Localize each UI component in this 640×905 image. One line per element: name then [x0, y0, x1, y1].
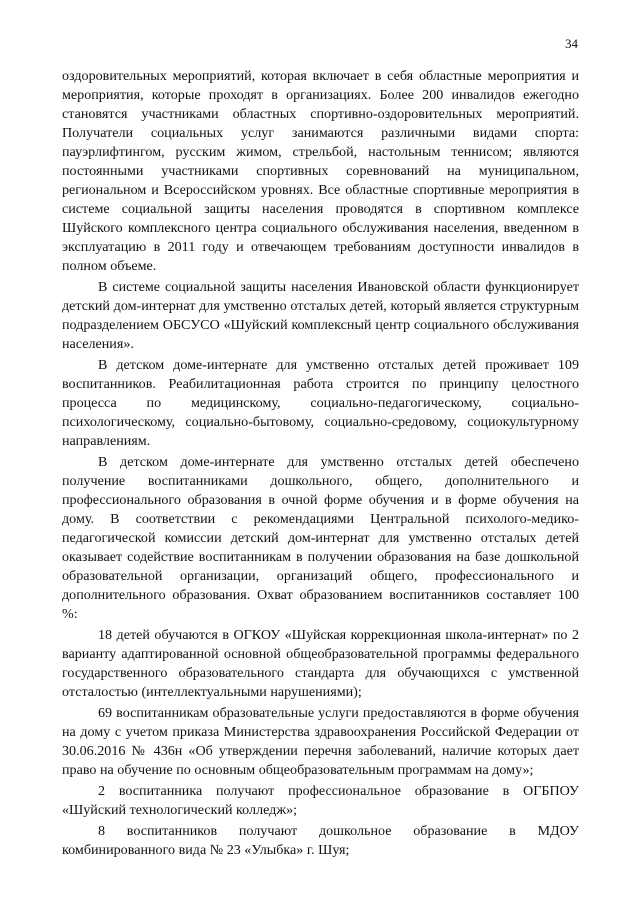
list-item-college: 2 воспитанника получают профессиональное образование в ОГБПОУ «Шуйский технологический колледж»;: [62, 783, 579, 818]
paragraph-orphanage-intro: В системе социальной защиты населения Ивановской области функционирует детский дом-интернат для умственно отсталых детей, который является структурным подразделением ОБСУСО «Шуйский комплексный центр социального обслуживания населения».: [62, 279, 579, 352]
list-item-preschool: 8 воспитанников получают дошкольное образование в МДОУ комбинированного вида № 23 «Улыбка» г. Шуя;: [62, 823, 579, 858]
paragraph-sports-events: оздоровительных мероприятий, которая включает в себя областные мероприятия и мероприятия, которые проходят в организациях. Более 200 инвалидов ежегодно становятся участниками областных спортивно-оздоровительных мероприятий. Получатели социальных услуг занимаются различными видами спорта: пауэрлифтингом, русским жимом, стрельбой, настольным теннисом; являются постоянными участниками спортивных соревнований на муниципальном, региональном и Всероссийском уровнях. Все областные спортивные мероприятия в системе социальной защиты населения проводятся в спортивном комплексе Шуйского комплексного центра социального обслуживания населения, введенном в эксплуатацию в 2011 году и отвечающем требованиям доступности инвалидов в полном объеме.: [62, 68, 579, 274]
page-number: 34: [565, 36, 578, 51]
list-item-boarding-school: 18 детей обучаются в ОГКОУ «Шуйская коррекционная школа-интернат» по 2 варианту адаптированной основной общеобразовательной программы федерального государственного образовательного стандарта для обучающихся с умственной отсталостью (интеллектуальными нарушениями);: [62, 627, 579, 700]
paragraph-education-coverage: В детском доме-интернате для умственно отсталых детей обеспечено получение воспитанниками дошкольного, общего, дополнительного и профессионального образования в очной форме обучения и в форме обучения на дому. В соответствии с рекомендациями Центральной психолого-медико-педагогической комиссии детский дом-интернат для умственно отсталых детей оказывает содействие воспитанникам в получении образования на базе дошкольной образовательной организации, организаций общего, профессионального и дополнительного образования. Охват образованием воспитанников составляет 100 %:: [62, 454, 579, 622]
list-item-home-education: 69 воспитанникам образовательные услуги предоставляются в форме обучения на дому с учетом приказа Министерства здравоохранения Российской Федерации от 30.06.2016 № 436н «Об утверждении перечня заболеваний, наличие которых дает право на обучение по основным общеобразовательным программам на дому»;: [62, 705, 579, 778]
document-body: [62, 67, 579, 862]
paragraph-rehabilitation: В детском доме-интернате для умственно отсталых детей проживает 109 воспитанников. Реабилитационная работа строится по принципу целостного процесса по медицинскому, социально-педагогическому, социально-психологическому, социально-бытовому, социально-средовому, социокультурному направлениям.: [62, 357, 579, 449]
